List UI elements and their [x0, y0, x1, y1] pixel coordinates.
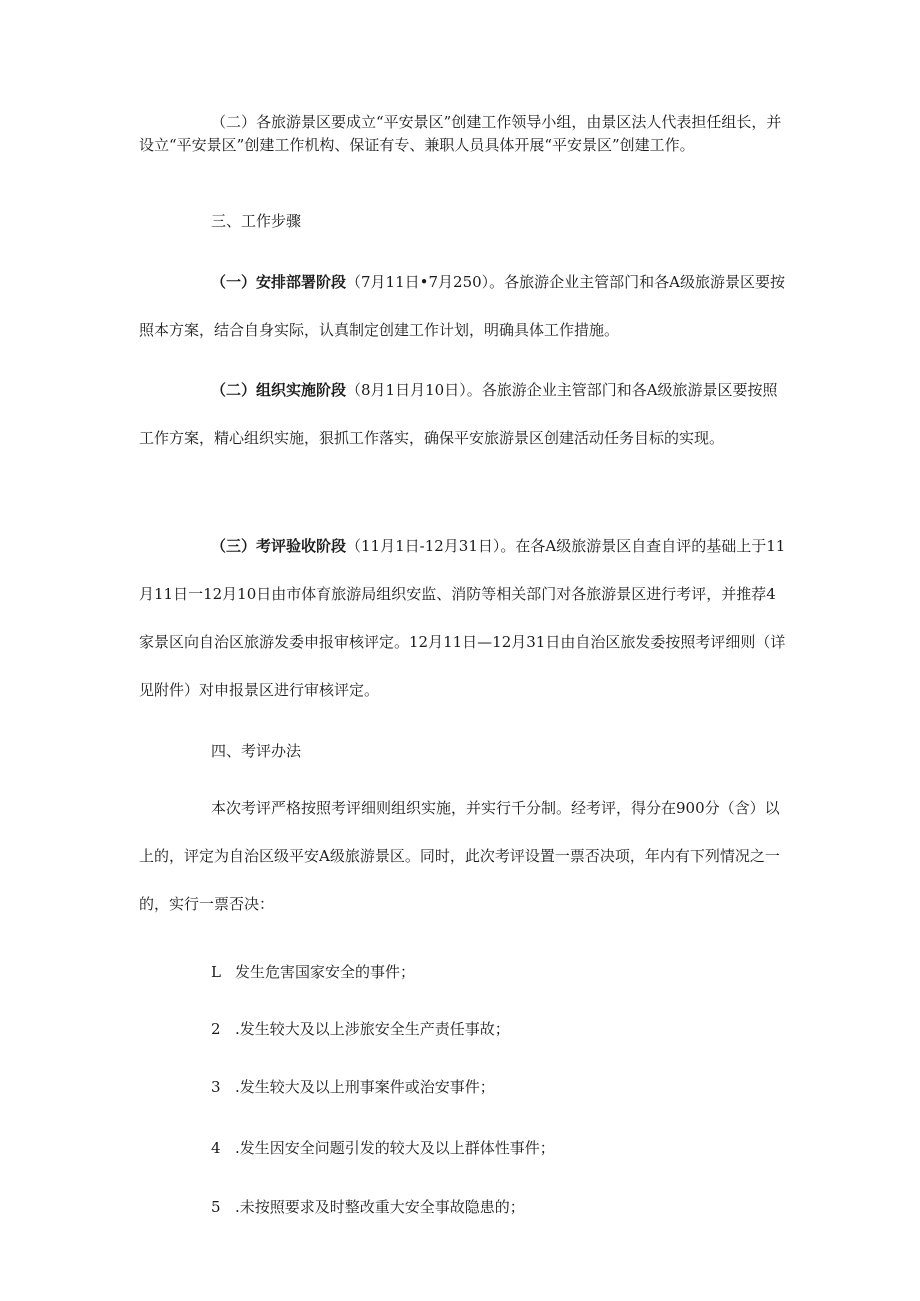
- veto-item: [211, 960, 787, 984]
- veto-item-text: .未按照要求及时整改重大安全事故隐患的；: [235, 1198, 525, 1216]
- stage-evaluation-text: （11月1日-12月31日）。在各A级旅游景区自查自评的基础上于11月11日一12月10日由市体育旅游局组织安监、消防等相关部门对各旅游景区进行考评，并推荐4家景区向自治区旅游发委申报审核评定。12月11日—12月31日由自治区旅发委按照考评细则（详见附件）对申报景区进行审核评定。: [139, 537, 786, 699]
- veto-item-text: .发生因安全问题引发的较大及以上群体性事件；: [235, 1139, 555, 1157]
- stage-deployment-title: （一）安排部署阶段: [211, 273, 347, 291]
- veto-item-text: .发生较大及以上涉旅安全生产责任事故；: [235, 1020, 510, 1038]
- veto-item-text: 发生危害国家安全的事件；: [235, 963, 416, 981]
- veto-item: [211, 1075, 787, 1099]
- veto-item-number: 5: [211, 1198, 221, 1216]
- veto-item-number: 2: [211, 1020, 221, 1038]
- stage-implementation-text: （8月1日月10日）。各旅游企业主管部门和各A级旅游景区要按照工作方案，精心组织实施，狠抓工作落实，确保平安旅游景区创建活动任务目标的实现。: [139, 381, 778, 447]
- paragraph-stage-evaluation: [139, 522, 787, 714]
- veto-item-number: 3: [211, 1078, 221, 1096]
- veto-item-number: L: [211, 963, 221, 981]
- veto-item-text: .发生较大及以上刑事案件或治安事件；: [235, 1078, 495, 1096]
- paragraph-leadership-group: （二）各旅游景区要成立“平安景区”创建工作领导小组，由景区法人代表担任组长，并设立“平安景区”创建工作机构、保证有专、兼职人员具体开展“平安景区”创建工作。: [139, 113, 782, 154]
- veto-item: [211, 1195, 787, 1219]
- paragraph-stage-deployment: [139, 258, 787, 354]
- veto-item: [211, 1136, 787, 1160]
- heading-evaluation-method: 四、考评办法: [211, 742, 302, 760]
- veto-item: [211, 1017, 787, 1041]
- paragraph-evaluation-rules: 本次考评严格按照考评细则组织实施，并实行千分制。经考评，得分在900分（含）以上的，评定为自治区级平安A级旅游景区。同时，此次考评设置一票否决项，年内有下列情况之一的，实行一票否决：: [139, 799, 780, 913]
- paragraph-stage-implementation: [139, 366, 787, 462]
- stage-implementation-title: （二）组织实施阶段: [211, 381, 347, 399]
- heading-work-steps: 三、工作步骤: [211, 212, 302, 230]
- stage-evaluation-title: （三）考评验收阶段: [211, 537, 347, 555]
- stage-deployment-text: （7月11日•7月250）。各旅游企业主管部门和各A级旅游景区要按照本方案，结合自身实际，认真制定创建工作计划，明确具体工作措施。: [139, 273, 786, 339]
- veto-item-number: 4: [211, 1139, 221, 1157]
